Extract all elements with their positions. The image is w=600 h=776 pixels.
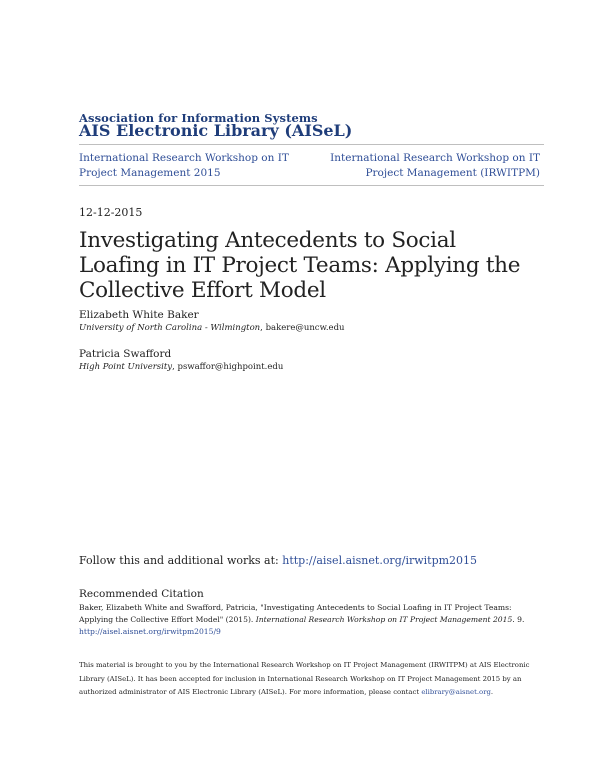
breadcrumb-series-link[interactable]: International Research Workshop on IT Project Management (IRWITPM) xyxy=(330,152,540,179)
bottom-divider xyxy=(79,185,544,186)
library-name[interactable]: AIS Electronic Library (AISeL) xyxy=(79,121,353,140)
citation-body xyxy=(79,602,539,638)
citation-heading: Recommended Citation xyxy=(79,588,204,600)
author-name: Elizabeth White Baker xyxy=(79,309,199,321)
follow-link[interactable]: http://aisel.aisnet.org/irwitpm2015 xyxy=(282,554,478,567)
top-divider xyxy=(79,144,544,145)
follow-text: Follow this and additional works at: xyxy=(79,554,279,567)
author-email: pswaffor@highpoint.edu xyxy=(177,362,284,372)
citation-venue: International Research Workshop on IT Project Management 2015 xyxy=(255,615,513,624)
org-name: Association for Information Systems xyxy=(79,111,318,125)
citation-text: Baker, Elizabeth White and Swafford, Patricia, "Investigating Antecedents to Social Loafing in IT Project Teams: Applying the Collective Effort Model" (2015). xyxy=(79,603,512,624)
citation-tail: . 9. xyxy=(512,615,525,624)
paper-date: 12-12-2015 xyxy=(79,206,143,219)
author-affiliation: University of North Carolina - Wilmington xyxy=(79,323,261,333)
breadcrumb-collection-link[interactable]: International Research Workshop on IT Project Management 2015 xyxy=(79,152,289,179)
author-block-1 xyxy=(79,309,345,333)
author-affiliation-line: University of North Carolina - Wilmington, bakere@uncw.edu xyxy=(79,323,345,333)
author-affiliation-line: High Point University, pswaffor@highpoint.edu xyxy=(79,362,284,372)
notice-text: This material is brought to you by the International Research Workshop on IT Project Management (IRWITPM) at AIS Electronic Library (AISeL). It has been accepted for inclusion in International Research Workshop on IT Project Management 2015 by an authorized administrator of AIS Electronic Library (AISeL). For more information, please contact xyxy=(79,661,530,696)
contact-email-link[interactable]: elibrary@aisnet.org xyxy=(421,688,491,696)
author-block-2 xyxy=(79,348,283,372)
paper-title: Investigating Antecedents to Social Loafing in IT Project Teams: Applying the Collective Effort Model xyxy=(79,228,521,303)
rights-notice xyxy=(79,659,549,700)
author-name: Patricia Swafford xyxy=(79,348,172,360)
author-email: bakere@uncw.edu xyxy=(265,323,345,333)
follow-line xyxy=(79,554,477,567)
citation-link[interactable]: http://aisel.aisnet.org/irwitpm2015/9 xyxy=(79,627,221,636)
author-affiliation: High Point University xyxy=(79,362,173,372)
notice-end: . xyxy=(490,688,494,696)
